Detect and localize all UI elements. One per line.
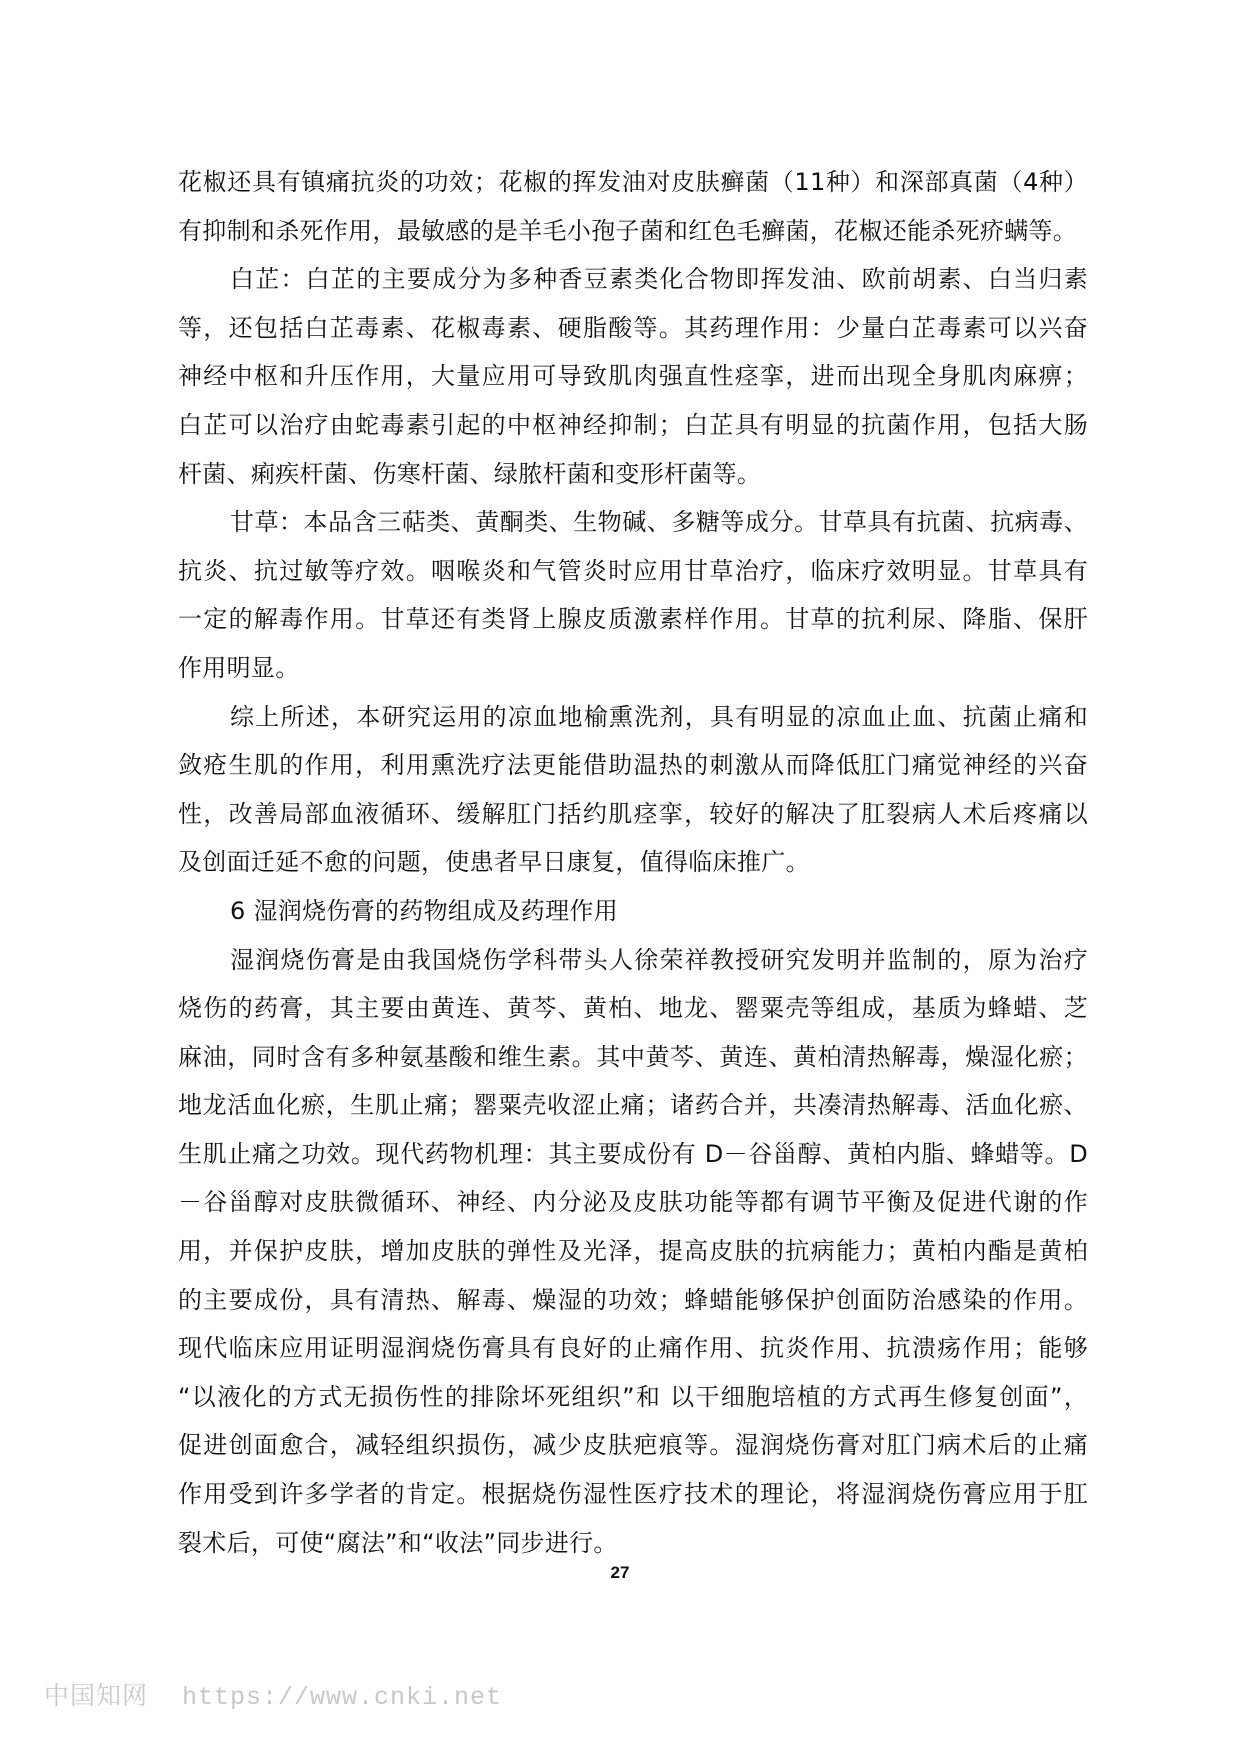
text-line: 烧伤的药膏，其主要由黄连、黄芩、黄柏、地龙、罂粟壳等组成，基质为蜂蜡、芝 bbox=[178, 994, 1088, 1023]
text-line: 裂术后，可使“腐法”和“收法”同步进行。 bbox=[178, 1528, 618, 1557]
text-line: 现代临床应用证明湿润烧伤膏具有良好的止痛作用、抗炎作用、抗溃疡作用；能够 bbox=[178, 1334, 1088, 1363]
text-line: 杆菌、痢疾杆菌、伤寒杆菌、绿脓杆菌和变形杆菌等。 bbox=[178, 459, 762, 488]
watermark-site-name: 中国知网 bbox=[44, 1681, 149, 1710]
text-line: 抗炎、抗过敏等疗效。咽喉炎和气管炎时应用甘草治疗，临床疗效明显。甘草具有 bbox=[178, 556, 1088, 585]
text-line: 白芷可以治疗由蛇毒素引起的中枢神经抑制；白芷具有明显的抗菌作用，包括大肠 bbox=[178, 410, 1088, 439]
text-line: 生肌止痛之功效。现代药物机理：其主要成份有 D－谷甾醇、黄柏内脂、蜂蜡等。D bbox=[178, 1139, 1088, 1168]
page-body bbox=[178, 158, 1088, 1567]
watermark-url: https://www.cnki.net bbox=[182, 1683, 503, 1712]
text-line: 的主要成份，具有清热、解毒、燥湿的功效；蜂蜡能够保护创面防治感染的作用。 bbox=[178, 1285, 1088, 1314]
watermark bbox=[44, 1676, 502, 1712]
paragraph-start-line: 甘草：本品含三萜类、黄酮类、生物碱、多糖等成分。甘草具有抗菌、抗病毒、 bbox=[230, 508, 1088, 537]
paragraph-start-line: 湿润烧伤膏是由我国烧伤学科带头人徐荣祥教授研究发明并监制的，原为治疗 bbox=[230, 945, 1088, 974]
text-line: 及创面迁延不愈的问题，使患者早日康复，值得临床推广。 bbox=[178, 848, 810, 877]
text-line: 一定的解毒作用。甘草还有类肾上腺皮质激素样作用。甘草的抗利尿、降脂、保肝 bbox=[178, 605, 1088, 634]
text-line: 神经中枢和升压作用，大量应用可导致肌肉强直性痉挛，进而出现全身肌肉麻痹； bbox=[178, 362, 1088, 391]
text-line: －谷甾醇对皮肤微循环、神经、内分泌及皮肤功能等都有调节平衡及促进代谢的作 bbox=[178, 1188, 1088, 1217]
text-line: 作用明显。 bbox=[178, 653, 300, 682]
paragraph-start-line: 综上所述，本研究运用的凉血地榆熏洗剂，具有明显的凉血止血、抗菌止痛和 bbox=[230, 702, 1088, 731]
text-line: 麻油，同时含有多种氨基酸和维生素。其中黄芩、黄连、黄柏清热解毒，燥湿化瘀； bbox=[178, 1042, 1088, 1071]
text-line: 促进创面愈合，减轻组织损伤，减少皮肤疤痕等。湿润烧伤膏对肛门病术后的止痛 bbox=[178, 1431, 1088, 1460]
text-line: 地龙活血化瘀，生肌止痛；罂粟壳收涩止痛；诸药合并，共凑清热解毒、活血化瘀、 bbox=[178, 1091, 1088, 1120]
text-line: 作用受到许多学者的肯定。根据烧伤湿性医疗技术的理论，将湿润烧伤膏应用于肛 bbox=[178, 1480, 1088, 1509]
text-line: 花椒还具有镇痛抗炎的功效；花椒的挥发油对皮肤癣菌（11种）和深部真菌（4种） bbox=[178, 168, 1088, 196]
text-line: 敛疮生肌的作用，利用熏洗疗法更能借助温热的刺激从而降低肛门痛觉神经的兴奋 bbox=[178, 751, 1088, 780]
text-line: 用，并保护皮肤，增加皮肤的弹性及光泽，提高皮肤的抗病能力；黄柏内酯是黄柏 bbox=[178, 1237, 1088, 1266]
text-line: 等，还包括白芷毒素、花椒毒素、硬脂酸等。其药理作用：少量白芷毒素可以兴奋 bbox=[178, 313, 1088, 342]
text-line: 性，改善局部血液循环、缓解肛门括约肌痉挛，较好的解决了肛裂病人术后疼痛以 bbox=[178, 799, 1088, 828]
text-line: 有抑制和杀死作用，最敏感的是羊毛小孢子菌和红色毛癣菌，花椒还能杀死疥螨等。 bbox=[178, 216, 1078, 245]
page-number: 27 bbox=[610, 1563, 630, 1582]
paragraph-start-line: 白芷：白芷的主要成分为多种香豆素类化合物即挥发油、欧前胡素、白当归素 bbox=[230, 265, 1088, 294]
text-line: “以液化的方式无损伤性的排除坏死组织”和 以干细胞培植的方式再生修复创面”， bbox=[178, 1382, 1088, 1411]
section-heading: 6 湿润烧伤膏的药物组成及药理作用 bbox=[230, 896, 618, 925]
